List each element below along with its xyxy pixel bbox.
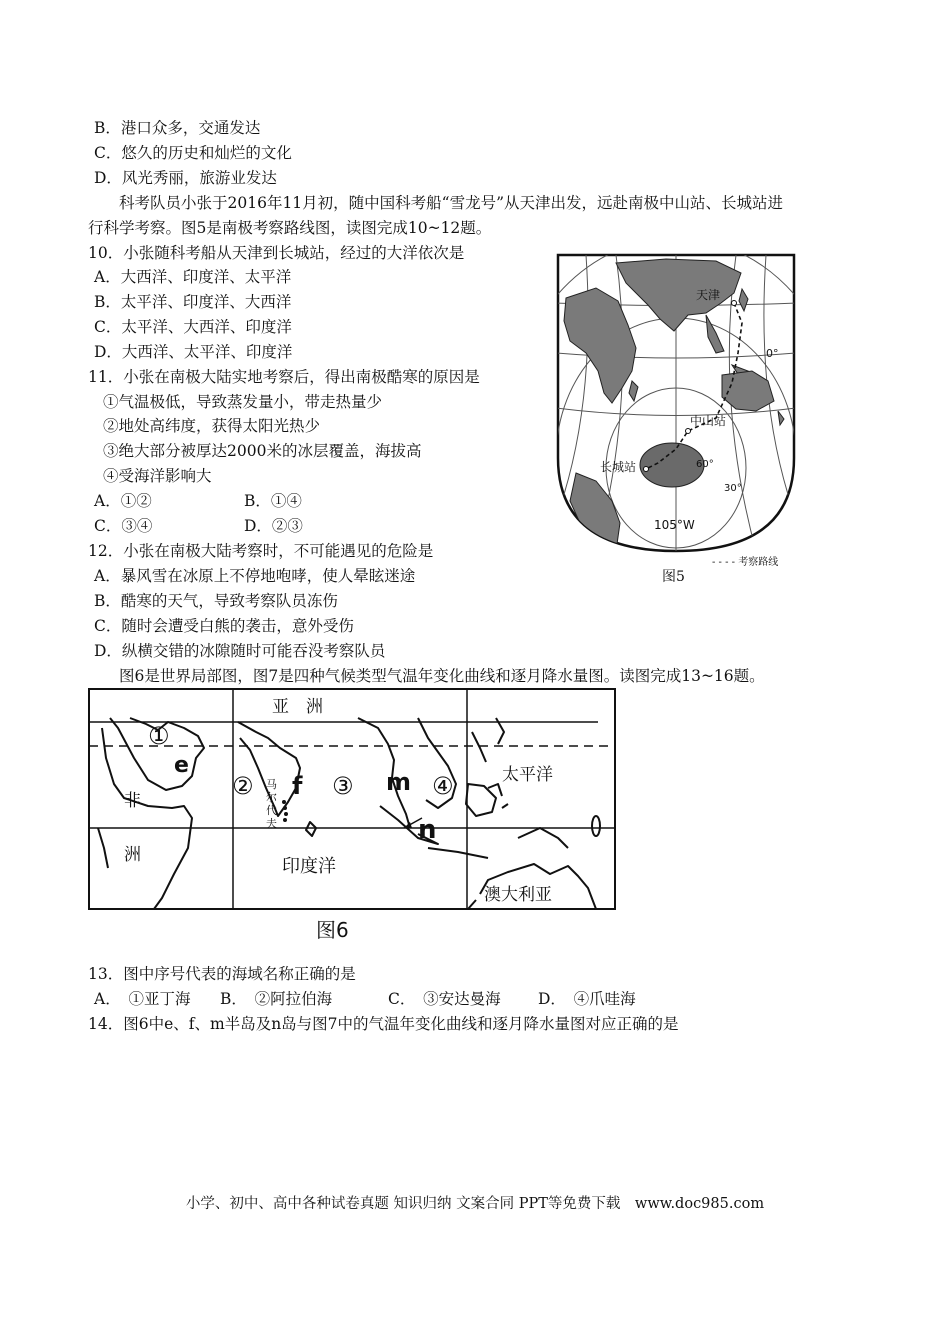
question-12-option-b: B．酷寒的天气，导致考察队员冻伤 [94, 592, 338, 610]
intro-paragraph-line2: 行科学考察。图5是南极考察路线图，读图完成10~12题。 [88, 219, 492, 237]
question-10-option-d: D．大西洋、太平洋、印度洋 [94, 343, 293, 361]
question-11-option-a: A．①② [94, 492, 152, 510]
letter-e: e [174, 753, 189, 778]
question-13-stem: 13．图中序号代表的海域名称正确的是 [88, 965, 356, 983]
question-12-stem: 12．小张在南极大陆考察时，不可能遇见的危险是 [88, 542, 434, 560]
marker-3: ③ [332, 772, 354, 800]
label-maldives-3: 代 [266, 804, 277, 817]
prev-option-c: C．悠久的历史和灿烂的文化 [94, 144, 292, 162]
question-11-stem: 11．小张在南极大陆实地考察后，得出南极酷寒的原因是 [88, 368, 480, 386]
question-12-option-a: A．暴风雪在冰原上不停地咆哮，使人晕眩迷途 [94, 567, 416, 585]
question-11-option-c: C．③④ [94, 517, 153, 535]
question-10-stem: 10．小张随科考船从天津到长城站，经过的大洋依次是 [88, 244, 465, 262]
question-11-item-3: ③绝大部分被厚达2000米的冰层覆盖，海拔高 [103, 442, 422, 460]
label-maldives-1: 马 [266, 778, 277, 791]
intro-paragraph-2: 图6是世界局部图，图7是四种气候类型气温年变化曲线和逐月降水量图。读图完成13~16题。 [119, 667, 765, 685]
figure-5-caption: 图5 [662, 569, 685, 585]
label-asia: 亚 洲 [272, 697, 323, 717]
legend-dash-icon: - - - - [712, 557, 739, 568]
question-14-stem: 14．图6中e、f、m半岛及n岛与图7中的气温年变化曲线和逐月降水量图对应正确的是 [88, 1015, 679, 1033]
label-60-degree: 60° [696, 459, 714, 470]
question-11-item-1: ①气温极低，导致蒸发量小，带走热量少 [103, 393, 383, 411]
label-maldives-2: 尔 [266, 791, 277, 804]
page-footer: 小学、初中、高中各种试卷真题 知识归纳 文案合同 PPT等免费下载 www.doc985.com [185, 1196, 765, 1212]
figure-5-legend [712, 553, 778, 568]
label-pacific: 太平洋 [502, 765, 553, 785]
prev-option-d: D．风光秀丽，旅游业发达 [94, 169, 277, 187]
letter-n: n [418, 815, 437, 845]
question-10-option-b: B．太平洋、印度洋、大西洋 [94, 293, 292, 311]
label-australia: 澳大利亚 [484, 885, 552, 905]
label-africa-top: 非 [124, 791, 141, 811]
label-changcheng-station: 长城站 [600, 460, 637, 474]
question-13-option-c: C． ③安达曼海 [388, 990, 501, 1008]
question-12-option-d: D．纵横交错的冰隙随时可能吞没考察队员 [94, 642, 386, 660]
question-13-option-d: D． ④爪哇海 [538, 990, 636, 1008]
question-11-item-4: ④受海洋影响大 [103, 467, 212, 485]
label-tianjin: 天津 [696, 288, 721, 302]
figure-6-caption: 图6 [316, 918, 349, 942]
marker-2: ② [232, 772, 254, 800]
figure-6-map-graphic [88, 688, 616, 910]
legend-text: 考察路线 [738, 557, 779, 568]
label-maldives-4: 夫 [266, 817, 277, 830]
label-zhongshan-station: 中山站 [690, 414, 727, 428]
question-13-option-b: B． ②阿拉伯海 [220, 990, 333, 1008]
question-11-item-2: ②地处高纬度，获得太阳光热少 [103, 417, 321, 435]
marker-1: ① [148, 722, 170, 750]
figure-5-antarctic-route-map [556, 253, 796, 553]
figure-5-map-graphic [556, 253, 796, 553]
intro-paragraph-line1: 科考队员小张于2016年11月初，随中国科考船“雪龙号”从天津出发，远赴南极中山站、长城站进 [119, 194, 784, 212]
label-indian-ocean: 印度洋 [282, 856, 336, 877]
label-30-degree: 30° [724, 483, 742, 494]
label-105w: 105°W [654, 518, 695, 532]
question-10-option-c: C．太平洋、大西洋、印度洋 [94, 318, 292, 336]
label-0-degree: 0° [766, 347, 779, 360]
question-11-option-b: B．①④ [244, 492, 302, 510]
marker-4: ④ [432, 772, 454, 800]
question-13-option-a: A． ①亚丁海 [94, 990, 191, 1008]
question-11-option-d: D．②③ [244, 517, 303, 535]
letter-m: m [386, 768, 412, 796]
label-africa-bottom: 洲 [124, 845, 141, 865]
prev-option-b: B．港口众多，交通发达 [94, 119, 261, 137]
question-12-option-c: C．随时会遭受白熊的袭击，意外受伤 [94, 617, 354, 635]
question-10-option-a: A．大西洋、印度洋、太平洋 [94, 268, 292, 286]
letter-f: f [292, 772, 303, 800]
figure-6-world-map [88, 688, 616, 910]
